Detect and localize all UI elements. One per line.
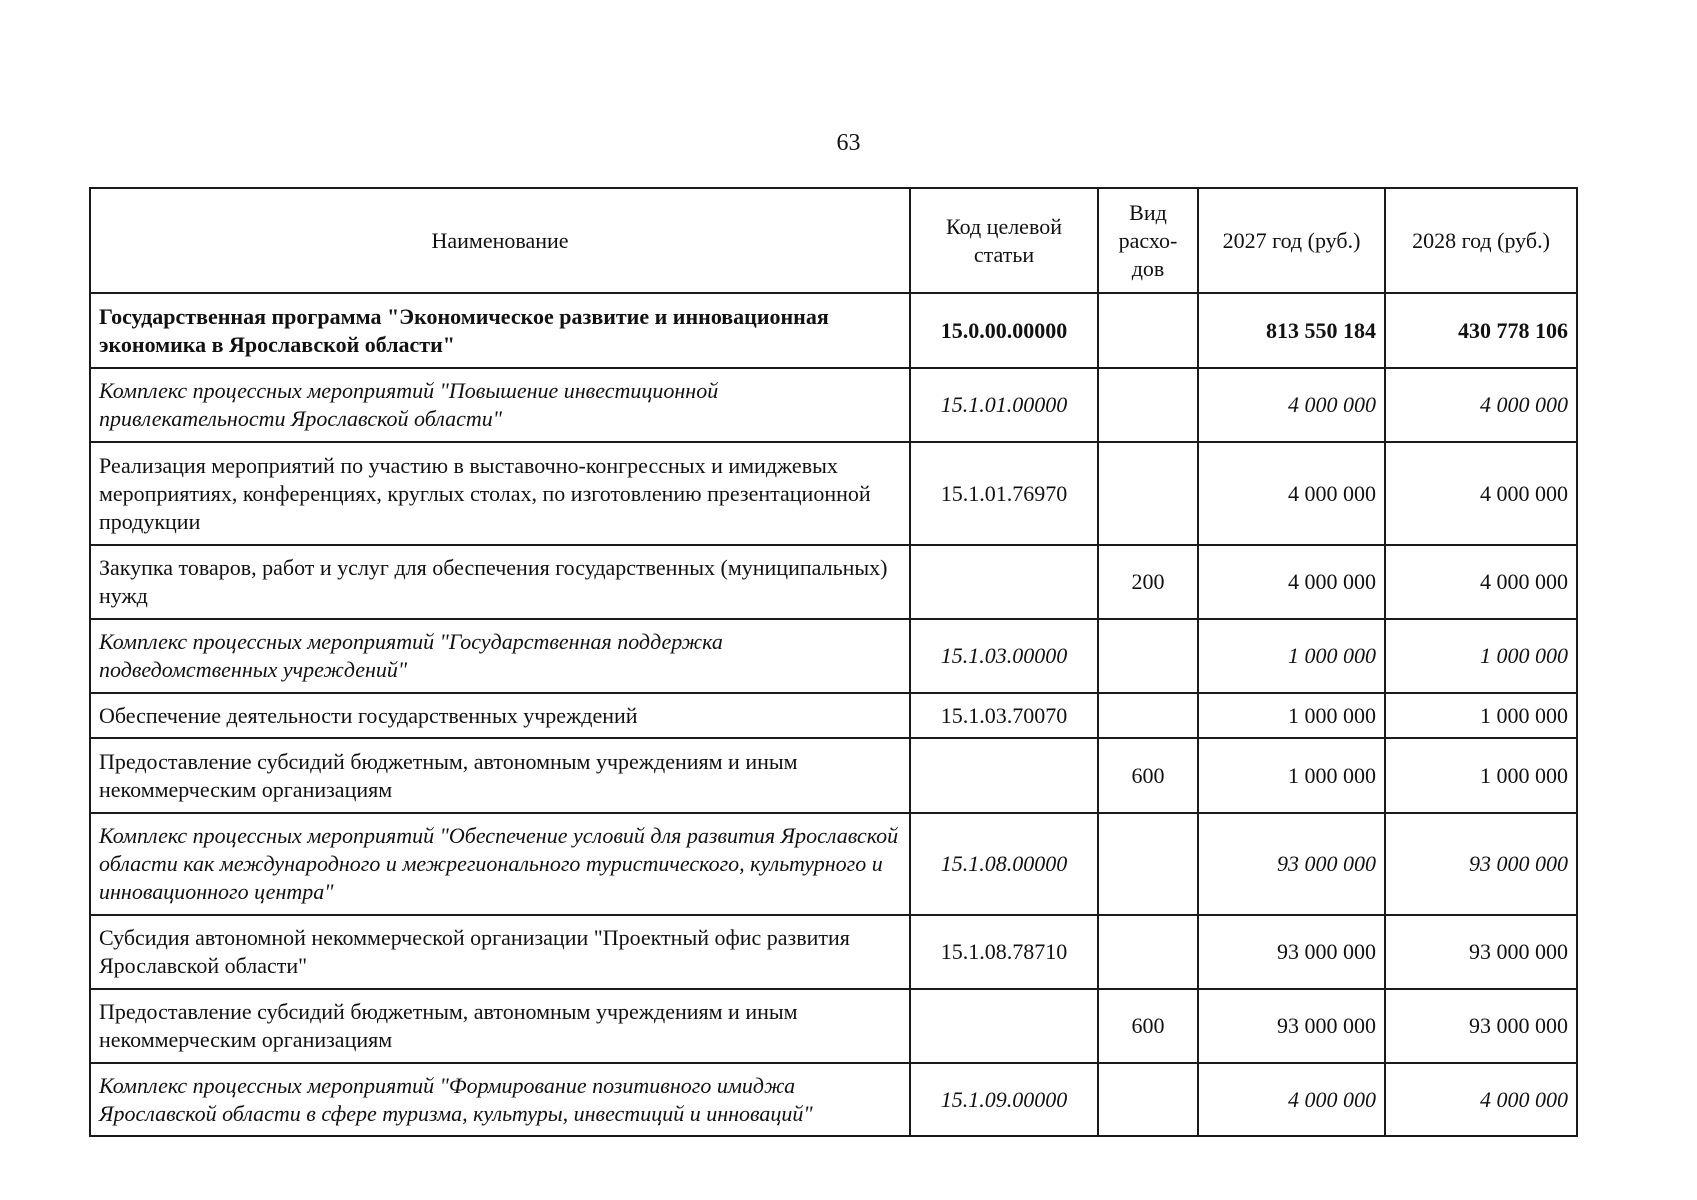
row-code: 15.1.09.00000 — [910, 1063, 1098, 1136]
row-name: Комплекс процессных мероприятий "Обеспечение условий для развития Ярославской области как международного и межрегионального туристического, культурного и инновационного центра" — [90, 813, 910, 915]
row-kind — [1098, 813, 1198, 915]
row-2028: 1 000 000 — [1385, 693, 1577, 738]
row-code: 15.1.01.00000 — [910, 368, 1098, 442]
row-kind: 600 — [1098, 989, 1198, 1063]
row-2028: 1 000 000 — [1385, 619, 1577, 693]
table-row — [90, 293, 1577, 368]
row-code — [910, 989, 1098, 1063]
row-2028: 93 000 000 — [1385, 813, 1577, 915]
row-2027: 4 000 000 — [1198, 545, 1385, 619]
header-name: Наименование — [90, 188, 910, 293]
row-code: 15.1.03.00000 — [910, 619, 1098, 693]
row-code: 15.1.01.76970 — [910, 442, 1098, 545]
row-name: Обеспечение деятельности государственных учреждений — [90, 693, 910, 738]
row-code: 15.1.03.70070 — [910, 693, 1098, 738]
table-row — [90, 693, 1577, 738]
row-2028: 4 000 000 — [1385, 545, 1577, 619]
row-2028: 4 000 000 — [1385, 442, 1577, 545]
row-kind — [1098, 293, 1198, 368]
row-kind — [1098, 442, 1198, 545]
header-kind: Вид расхо-дов — [1098, 188, 1198, 293]
row-kind — [1098, 693, 1198, 738]
table-row — [90, 545, 1577, 619]
row-name: Закупка товаров, работ и услуг для обеспечения государственных (муниципальных) нужд — [90, 545, 910, 619]
row-kind — [1098, 368, 1198, 442]
row-name: Реализация мероприятий по участию в выставочно-конгрессных и имиджевых мероприятиях, конференциях, круглых столах, по изготовлению презентационной продукции — [90, 442, 910, 545]
row-code — [910, 738, 1098, 813]
row-2027: 813 550 184 — [1198, 293, 1385, 368]
row-2028: 430 778 106 — [1385, 293, 1577, 368]
header-2028: 2028 год (руб.) — [1385, 188, 1577, 293]
row-kind — [1098, 915, 1198, 989]
table-row — [90, 619, 1577, 693]
row-code: 15.1.08.78710 — [910, 915, 1098, 989]
row-name: Комплекс процессных мероприятий "Формирование позитивного имиджа Ярославской области в сфере туризма, культуры, инвестиций и инноваций" — [90, 1063, 910, 1136]
header-2027: 2027 год (руб.) — [1198, 188, 1385, 293]
page-number: 63 — [836, 130, 861, 156]
row-2027: 1 000 000 — [1198, 693, 1385, 738]
budget-table — [89, 187, 1578, 1137]
row-name: Предоставление субсидий бюджетным, автономным учреждениям и иным некоммерческим организациям — [90, 738, 910, 813]
header-code: Код целевой статьи — [910, 188, 1098, 293]
row-2028: 1 000 000 — [1385, 738, 1577, 813]
row-name: Комплекс процессных мероприятий "Государственная поддержка подведомственных учреждений" — [90, 619, 910, 693]
row-name: Предоставление субсидий бюджетным, автономным учреждениям и иным некоммерческим организациям — [90, 989, 910, 1063]
table-body — [90, 293, 1577, 1136]
row-2027: 1 000 000 — [1198, 619, 1385, 693]
row-name: Комплекс процессных мероприятий "Повышение инвестиционной привлекательности Ярославской области" — [90, 368, 910, 442]
table-row — [90, 1063, 1577, 1136]
table-row — [90, 989, 1577, 1063]
row-kind — [1098, 619, 1198, 693]
table-row — [90, 813, 1577, 915]
row-2027: 4 000 000 — [1198, 368, 1385, 442]
row-2027: 93 000 000 — [1198, 989, 1385, 1063]
row-2027: 93 000 000 — [1198, 813, 1385, 915]
row-kind: 200 — [1098, 545, 1198, 619]
table-header — [90, 188, 1577, 293]
row-code — [910, 545, 1098, 619]
row-code: 15.0.00.00000 — [910, 293, 1098, 368]
row-2027: 93 000 000 — [1198, 915, 1385, 989]
table-row — [90, 368, 1577, 442]
row-2027: 4 000 000 — [1198, 1063, 1385, 1136]
row-name: Субсидия автономной некоммерческой организации "Проектный офис развития Ярославской области" — [90, 915, 910, 989]
row-kind: 600 — [1098, 738, 1198, 813]
row-2028: 93 000 000 — [1385, 989, 1577, 1063]
row-2028: 4 000 000 — [1385, 368, 1577, 442]
row-2028: 4 000 000 — [1385, 1063, 1577, 1136]
table-row — [90, 738, 1577, 813]
row-kind — [1098, 1063, 1198, 1136]
row-code: 15.1.08.00000 — [910, 813, 1098, 915]
row-2028: 93 000 000 — [1385, 915, 1577, 989]
row-2027: 4 000 000 — [1198, 442, 1385, 545]
table-row — [90, 442, 1577, 545]
row-2027: 1 000 000 — [1198, 738, 1385, 813]
table-row — [90, 915, 1577, 989]
row-name: Государственная программа "Экономическое развитие и инновационная экономика в Ярославской области" — [90, 293, 910, 368]
